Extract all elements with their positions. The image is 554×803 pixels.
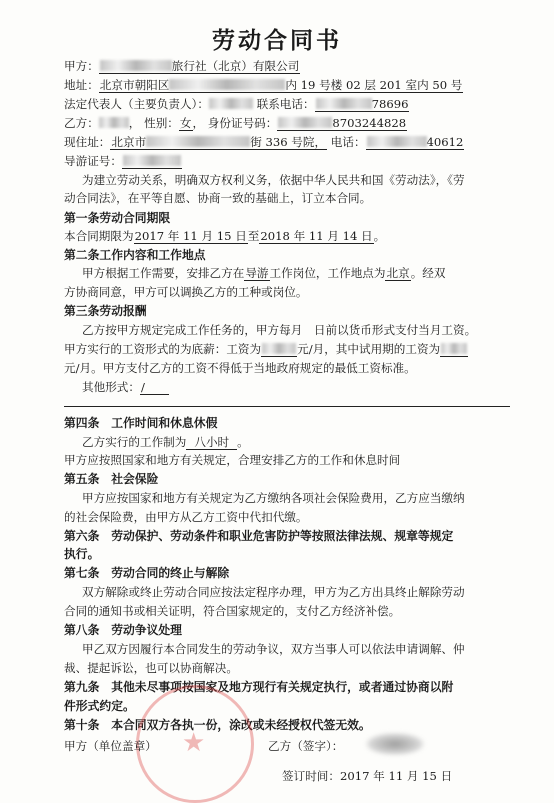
section-4-heading: 第四条 工作时间和休息休假 — [64, 416, 218, 430]
party-a-rep-label: 法定代表人（主要负责人）： — [64, 97, 209, 111]
section-8-line-2: 裁、提起诉讼，也可以协商解决。 — [64, 661, 238, 675]
redacted-text — [316, 98, 372, 109]
redacted-text — [441, 343, 467, 354]
section-1-heading: 第一条劳动合同期限 — [64, 211, 171, 225]
redacted-text — [100, 60, 172, 71]
party-b-residence-line — [64, 134, 464, 151]
redacted-text — [99, 117, 129, 128]
party-b-residence: 北京市 街 336 号院， — [111, 135, 327, 149]
party-a-phone: 78696 — [315, 97, 410, 112]
base-salary — [261, 342, 297, 357]
probation-salary — [440, 342, 468, 357]
blank-line — [64, 406, 510, 407]
contract-start-date: 2017 年 11 月 15 日 — [134, 229, 247, 243]
party-a-signature-label: 甲方（单位盖章） — [64, 739, 157, 753]
party-b-phone-label: 电话： — [330, 135, 366, 149]
party-a-address-line — [64, 77, 463, 94]
contract-end-date: 2018 年 11 月 14 日 — [260, 229, 373, 243]
section-7-line-2: 合同的通知书或相关证明，符合国家规定的，支付乙方经济补偿。 — [64, 604, 401, 618]
section-4-line-2: 甲方应按照国家和地方有关规定，合理安排乙方的工作和休息时间 — [64, 453, 401, 467]
party-b-signature — [366, 733, 424, 755]
redacted-text — [209, 98, 253, 109]
party-b-id-label: 身份证号码： — [207, 116, 278, 130]
section-9-line-2: 件形式约定。 — [64, 699, 135, 713]
party-a-name-line — [64, 58, 300, 75]
section-8-heading: 第八条 劳动争议处理 — [64, 623, 182, 637]
party-b-phone: 40612 — [366, 135, 465, 150]
section-6-line-1: 第六条 劳动保护、劳动条件和职业危害防护等按照法律法规、规章等规定 — [64, 529, 454, 543]
section-7-line-1: 双方解除或终止劳动合同应按法定程序办理，甲方为乙方出具终止解除劳动 — [82, 585, 465, 599]
intro-line-2: 动合同法》，在平等自愿、协商一致的基础上，订立本合同。 — [64, 191, 372, 205]
party-a-phone-label: 联系电话： — [256, 97, 315, 111]
party-a-rep-line — [64, 96, 409, 113]
section-3-line-1: 乙方按甲方规定完成工作任务的，甲方每月 日前以货币形式支付当月工资。 — [82, 323, 477, 337]
party-a-name: 旅行社（北京）有限公司 — [99, 59, 301, 74]
section-8-line-1: 甲乙双方因履行本合同发生的劳动争议，双方当事人可以依法申请调解、仲 — [82, 642, 465, 656]
party-a-label: 甲方： — [64, 59, 99, 73]
job-title: 导游 — [245, 266, 269, 280]
section-5-line-2: 的社会保险费，由甲方从乙方工资中代扣代缴。 — [64, 510, 308, 524]
section-3-heading: 第三条劳动报酬 — [64, 304, 147, 318]
redacted-text — [146, 136, 250, 147]
party-b-guide-number — [122, 154, 182, 169]
seal-star-icon: ★ — [182, 728, 206, 758]
party-b-signature-label: 乙方（签字）： — [268, 739, 344, 753]
document-title: 劳动合同书 — [212, 28, 342, 54]
section-4-line-1: 乙方实行的工作制为 八小时 。 — [82, 435, 249, 449]
party-b-guide-line — [64, 153, 182, 170]
redacted-text — [262, 343, 296, 354]
intro-line-1: 为建立劳动关系，明确双方权利义务，依据中华人民共和国《劳动法》，《劳 — [82, 173, 465, 187]
redacted-text — [278, 117, 332, 128]
work-location: 北京 — [386, 266, 410, 280]
section-9-line-1: 第九条 其他未尽事项按国家及地方现行有关规定执行，或者通过协商以附 — [64, 680, 454, 694]
party-b-guide-label: 导游证号： — [64, 154, 122, 168]
working-hours: 八小时 — [186, 435, 237, 450]
other-form-label: 其他形式： — [82, 380, 140, 394]
party-a-address-label: 地址： — [64, 78, 99, 92]
redacted-text — [367, 136, 427, 147]
sign-time-label: 签订时间： — [282, 769, 340, 783]
section-2-line-2: 方协商同意，甲方可以调换乙方的工种或岗位。 — [64, 285, 308, 299]
section-3-line-3: 元/月。甲方支付乙方的工资不得低于当地政府规定的最低工资标准。 — [64, 361, 416, 375]
section-3-other — [82, 379, 169, 396]
party-b-residence-label: 现住址： — [64, 135, 111, 149]
party-b-label: 乙方： — [64, 116, 99, 130]
sign-time-line — [282, 768, 452, 785]
section-1-text: 本合同期限为2017 年 11 月 15 日至2018 年 11 月 14 日。 — [64, 229, 386, 243]
section-7-heading: 第七条 劳动合同的终止与解除 — [64, 566, 230, 580]
redacted-text — [123, 155, 181, 166]
party-b-id: 8703244828 — [277, 116, 407, 131]
sign-date: 2017 年 11 月 15 日 — [339, 769, 453, 783]
section-6-line-2: 执行。 — [64, 547, 100, 561]
section-3-line-2: 甲方实行的工资形式的为底薪：工资为 元/月，其中试用期的工资为 — [64, 341, 468, 358]
party-b-line: 乙方： ， 性别：女， 身份证号码： 8703244828 — [64, 116, 407, 130]
section-10-line-1: 第十条 本合同双方各执一份，涂改或未经授权代签无效。 — [64, 718, 371, 732]
party-b-gender-label: 性别： — [144, 116, 179, 130]
party-b-gender: 女 — [179, 116, 192, 130]
section-2-heading: 第二条工作内容和工作地点 — [64, 248, 206, 262]
section-5-line-1: 甲方应按国家和地方有关规定为乙方缴纳各项社会保险费用，乙方应当缴纳 — [82, 491, 465, 505]
other-form-value: / — [140, 380, 169, 395]
section-2-line-1: 甲方根据工作需要，安排乙方在导游工作岗位，工作地点为北京。经双 — [82, 266, 446, 280]
redacted-text — [169, 79, 285, 90]
section-5-heading: 第五条 社会保险 — [64, 472, 159, 486]
party-a-address: 北京市朝阳区 内 19 号楼 02 层 201 室内 50 号 — [99, 78, 463, 92]
